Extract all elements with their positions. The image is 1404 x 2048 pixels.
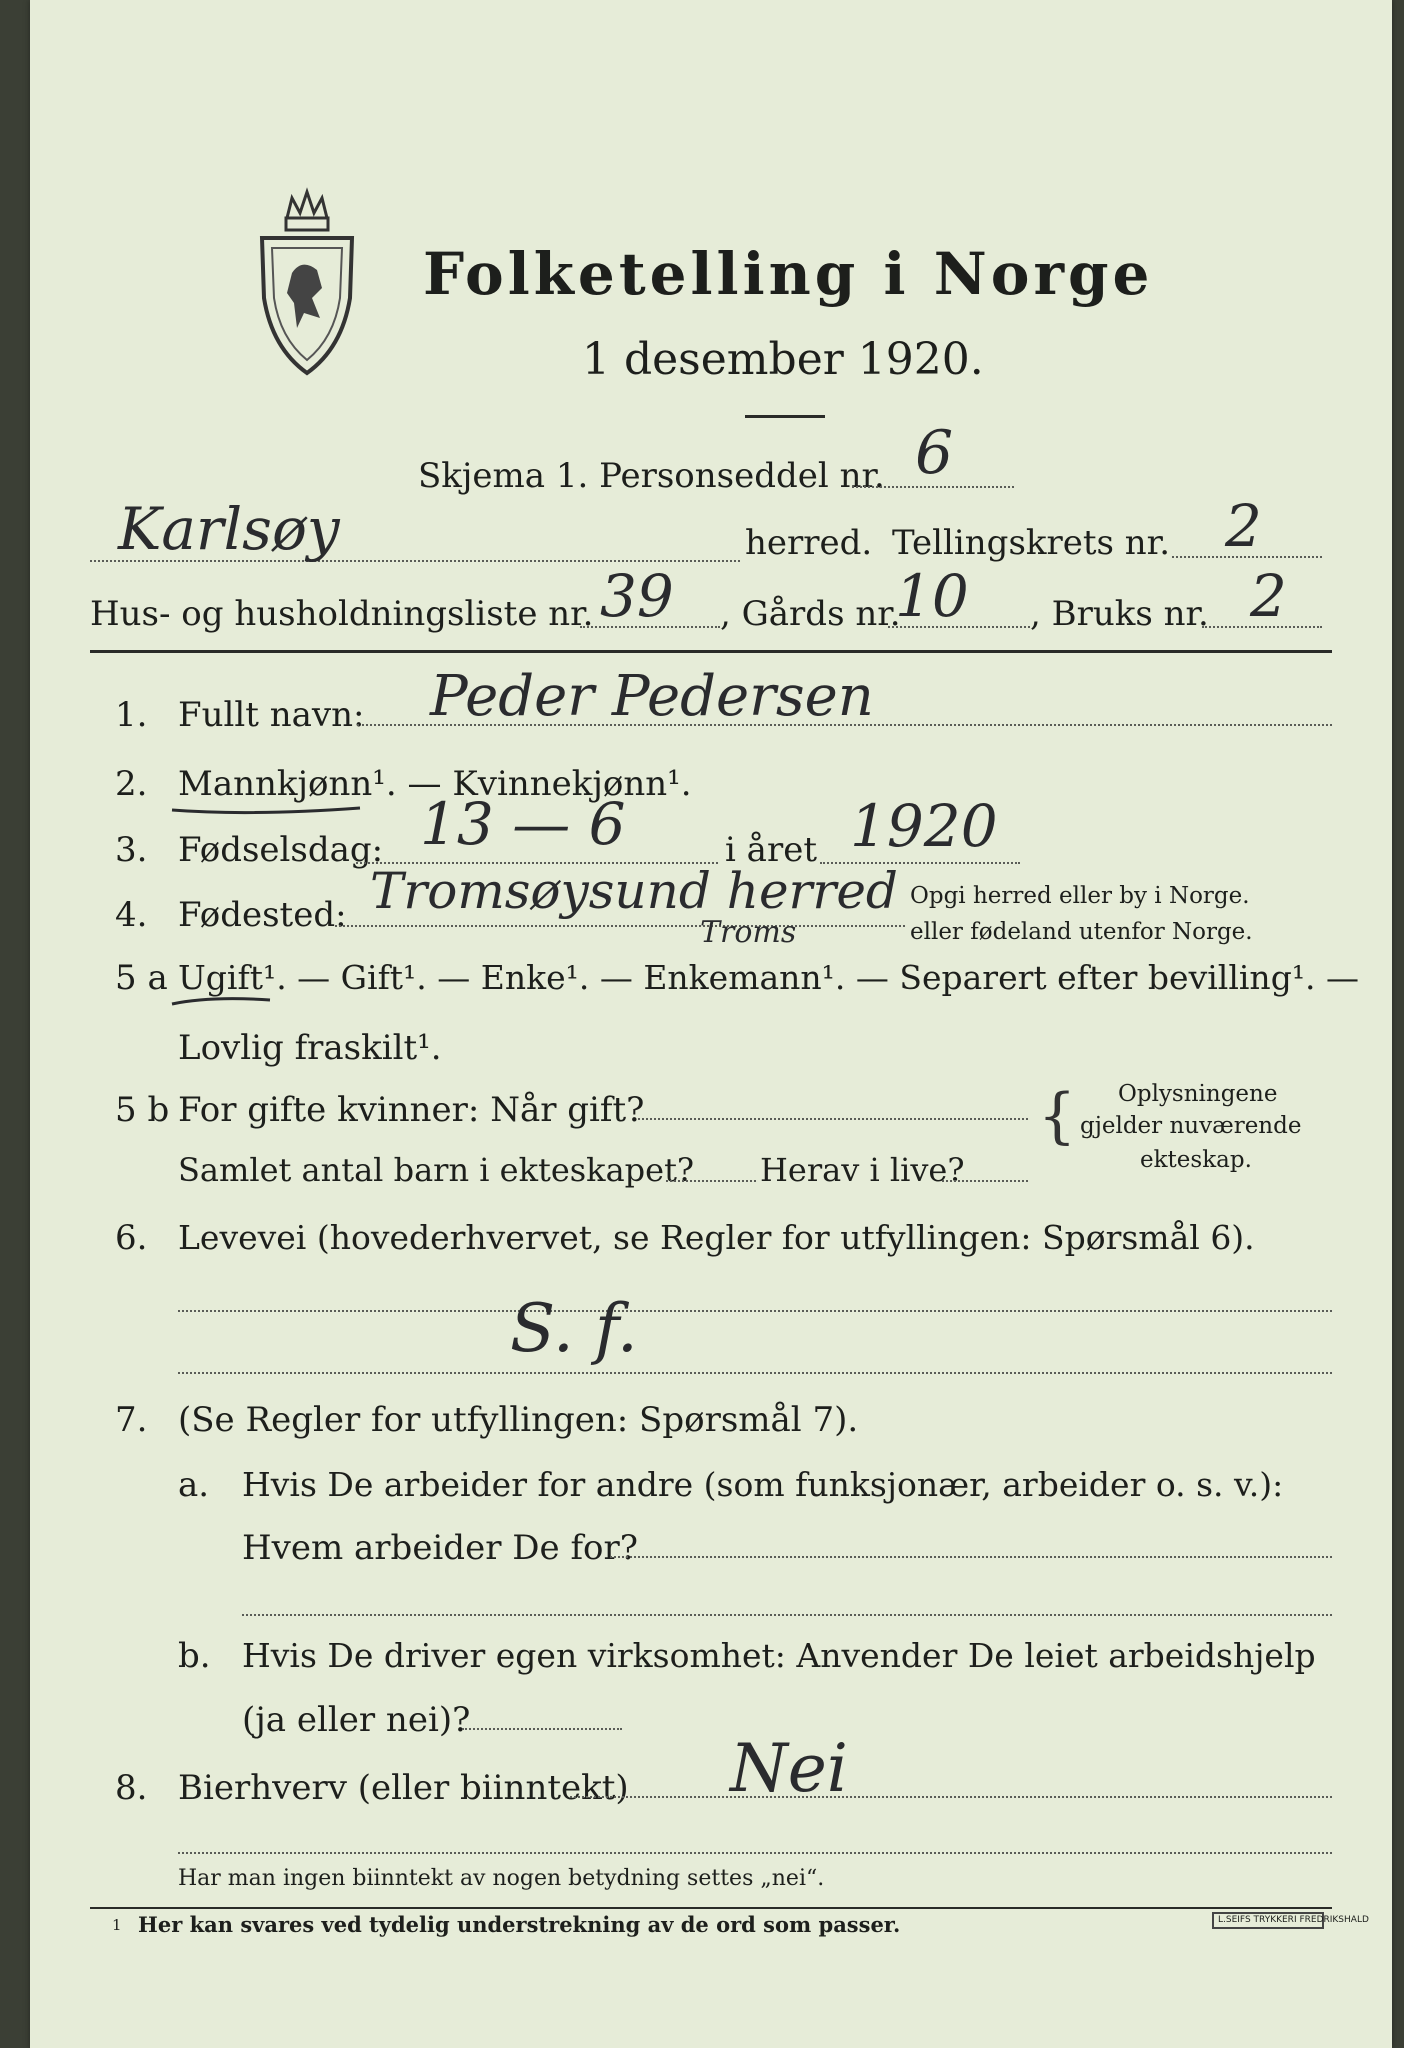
title-divider xyxy=(745,415,825,418)
gards-label: , Gårds nr. xyxy=(720,594,901,634)
q7a-line1: Hvis De arbeider for andre (som funksjonær, arbeider o. s. v.): xyxy=(242,1465,1284,1504)
q4-number: 4. xyxy=(115,895,148,935)
married-when-line xyxy=(638,1118,1028,1120)
census-date: 1 desember 1920. xyxy=(582,334,984,385)
q6-number: 6. xyxy=(115,1218,148,1258)
hus-value[interactable]: 39 xyxy=(600,562,674,630)
side-income-line-2 xyxy=(178,1852,1332,1854)
note-brace: { xyxy=(1038,1081,1077,1151)
q7b-line2: (ja eller nei)? xyxy=(242,1700,471,1740)
q7b-line1: Hvis De driver egen virksomhet: Anvender De leiet arbeidshjelp xyxy=(242,1636,1316,1675)
birthplace-county[interactable]: Troms xyxy=(700,915,797,950)
bruks-value[interactable]: 2 xyxy=(1250,562,1287,630)
q2-number: 2. xyxy=(115,764,148,804)
birthplace-line xyxy=(335,925,905,927)
q7a-line2: Hvem arbeider De for? xyxy=(242,1528,638,1568)
birthplace-note-1: Opgi herred eller by i Norge. xyxy=(910,883,1250,909)
q1-label: Fullt navn: xyxy=(178,695,365,735)
q5b-note-1: Oplysningene xyxy=(1118,1081,1278,1107)
gender-underline xyxy=(170,800,370,820)
birthplace-note-2: eller fødeland utenfor Norge. xyxy=(910,919,1253,945)
side-income-value[interactable]: Nei xyxy=(730,1730,848,1807)
hus-label: Hus- og husholdningsliste nr. xyxy=(90,594,594,634)
footer-note: Har man ingen biinntekt av nogen betydning settes „nei“. xyxy=(178,1866,825,1891)
hired-help-line xyxy=(462,1728,622,1730)
full-name-value[interactable]: Peder Pedersen xyxy=(430,664,874,729)
year-label: i året xyxy=(725,830,817,870)
birthplace-value[interactable]: Tromsøysund herred xyxy=(370,862,898,920)
q7a-letter: a. xyxy=(178,1465,210,1505)
q8-label: Bierhverv (eller biinntekt) xyxy=(178,1768,629,1808)
q8-number: 8. xyxy=(115,1768,148,1808)
bruks-label: , Bruks nr. xyxy=(1030,594,1209,634)
marital-options-line1: Ugift¹. — Gift¹. — Enke¹. — Enkemann¹. — Separert efter bevilling¹. — xyxy=(178,958,1360,997)
herred-label: herred. xyxy=(745,523,873,563)
census-form xyxy=(30,0,1392,2048)
gender-options: Mannkjønn¹. — Kvinnekjønn¹. xyxy=(178,764,692,804)
occupation-line-1 xyxy=(178,1310,1332,1312)
q5b-children-label: Samlet antal barn i ekteskapet? xyxy=(178,1151,695,1189)
q7-number: 7. xyxy=(115,1400,148,1440)
alive-line xyxy=(942,1180,1028,1182)
tellingskrets-label: Tellingskrets nr. xyxy=(892,523,1171,563)
printer-stamp: L.SEIFS TRYKKERI FREDRIKSHALD xyxy=(1212,1912,1324,1929)
q1-number: 1. xyxy=(115,695,148,735)
gards-value[interactable]: 10 xyxy=(895,562,969,630)
schema-label: Skjema 1. Personseddel nr. xyxy=(418,456,885,496)
header-rule xyxy=(90,650,1332,653)
q3-number: 3. xyxy=(115,830,148,870)
person-no-value[interactable]: 6 xyxy=(915,418,954,488)
q6-label: Levevei (hovederhvervet, se Regler for utfyllingen: Spørsmål 6). xyxy=(178,1218,1255,1257)
footer-rule xyxy=(90,1907,1332,1909)
coat-of-arms-icon xyxy=(242,178,372,378)
herred-value[interactable]: Karlsøy xyxy=(118,495,340,563)
q5b-note-3: ekteskap. xyxy=(1140,1147,1252,1173)
q5b-note-2: gjelder nuværende xyxy=(1080,1113,1302,1139)
q4-label: Fødested: xyxy=(178,895,347,935)
q7b-letter: b. xyxy=(178,1636,211,1676)
birthdate-value[interactable]: 13 — 6 xyxy=(420,790,626,858)
tellingskrets-value[interactable]: 2 xyxy=(1225,492,1262,560)
q7-label: (Se Regler for utfyllingen: Spørsmål 7). xyxy=(178,1400,859,1440)
birth-year-value[interactable]: 1920 xyxy=(850,792,998,860)
q5a-number: 5 a xyxy=(115,958,168,998)
employer-line-2 xyxy=(242,1614,1332,1616)
q5b-married-label: For gifte kvinner: Når gift? xyxy=(178,1090,645,1130)
occupation-value[interactable]: S. f. xyxy=(510,1290,638,1367)
q3-label: Fødselsdag: xyxy=(178,830,384,870)
footnote-mark: 1 xyxy=(112,1916,122,1934)
q5b-number: 5 b xyxy=(115,1090,170,1130)
marital-options-line2: Lovlig fraskilt¹. xyxy=(178,1028,442,1068)
marital-underline xyxy=(170,992,280,1012)
children-line xyxy=(666,1180,756,1182)
employer-line-1 xyxy=(610,1556,1332,1558)
footnote-text: Her kan svares ved tydelig understrekning av de ord som passer. xyxy=(138,1912,901,1937)
q5b-alive-label: Herav i live? xyxy=(760,1151,965,1189)
occupation-line-2 xyxy=(178,1372,1332,1374)
side-income-line xyxy=(570,1796,1332,1798)
form-title: Folketelling i Norge xyxy=(423,240,1154,308)
